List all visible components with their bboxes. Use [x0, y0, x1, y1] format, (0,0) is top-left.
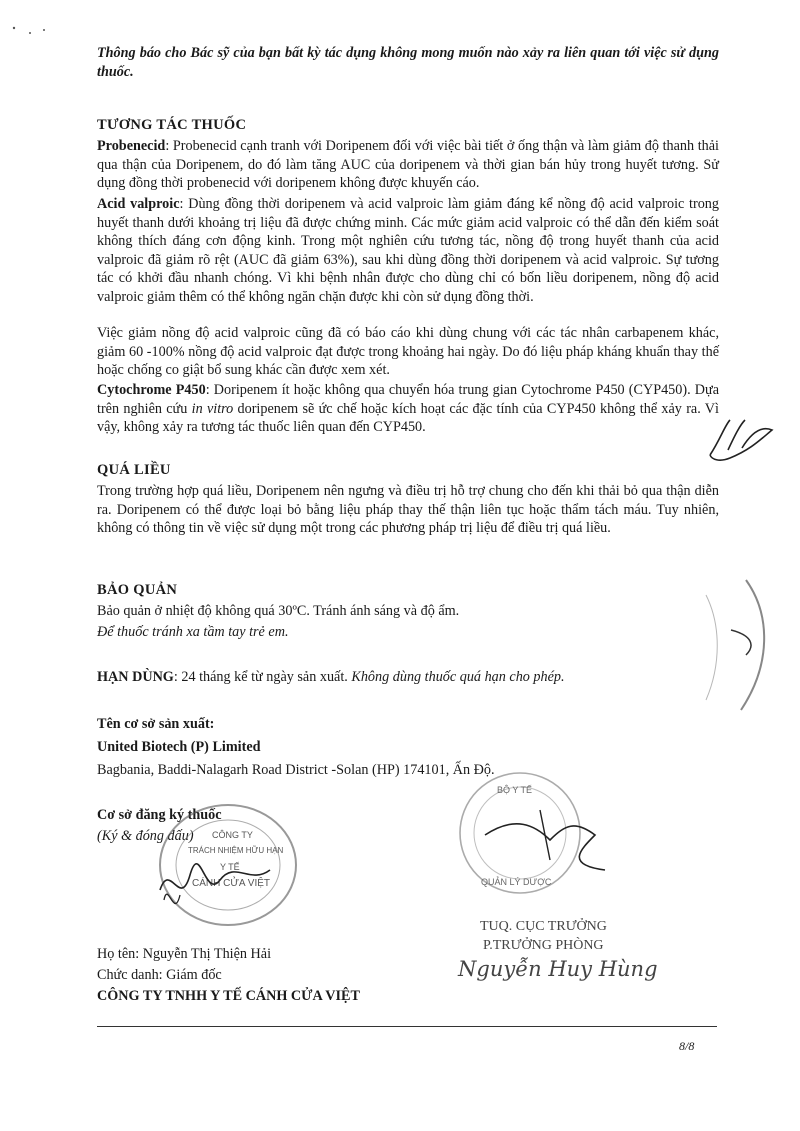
registrant-title-line: Chức danh: Giám đốc — [97, 967, 222, 983]
registrant-note: (Ký & đóng dấu) — [97, 828, 194, 844]
authority-stamp-bottom: QUẢN LÝ DƯỢC — [481, 877, 552, 887]
authority-stamp-top: BỘ Y TẾ — [497, 785, 533, 795]
probenecid-label: Probenecid — [97, 138, 166, 154]
expiry-line — [97, 668, 719, 687]
expiry-italic: Không dùng thuốc quá hạn cho phép. — [351, 669, 565, 685]
adverse-effect-notice — [97, 44, 719, 81]
storage-line2: Để thuốc tránh xa tầm tay trẻ em. — [97, 624, 289, 640]
valproic-paragraph — [97, 195, 719, 307]
interactions-heading: TƯƠNG TÁC THUỐC — [97, 117, 247, 133]
company-stamp — [150, 800, 300, 930]
stamp-line3: Y TẾ — [220, 862, 240, 872]
authority-name: Nguyễn Huy Hùng — [458, 957, 658, 981]
manufacturer-label: Tên cơ sở sản xuất: — [97, 716, 215, 732]
valproic-text: : Dùng đồng thời doripenem và acid valproic làm giảm đáng kể nồng độ acid valproic trong huyết thanh dưới khoảng trị liệu đã được chứng minh. Các mức giảm acid valproic có thể dẫn đến kiểm soát không thích đáng cơn động kinh. Trong một nghiên cứu tương tác, nồng độ trong huyết thanh của acid valproic đã giảm rõ rệt (AUC đã giảm 63%), sau khi dùng đồng thời doripenem và acid valproic. Sự tương tác có khởi đầu nhanh chóng. Vì khi bệnh nhân được cho dùng chỉ có bốn liều doripenem, nồng độ acid valproic giảm thêm có thể không ngăn chặn được khi còn sử dụng đồng thời. — [97, 196, 719, 305]
registrant-company: CÔNG TY TNHH Y TẾ CÁNH CỬA VIỆT — [97, 988, 360, 1004]
stamp-line1: CÔNG TY — [212, 830, 253, 840]
stamp-line4: CÁNH CỬA VIỆT — [192, 878, 270, 889]
carbapenem-text: Việc giảm nồng độ acid valproic cũng đã có báo cáo khi dùng chung với các tác nhân carbapenem khác, giảm 60 -100% nồng độ acid valproic đạt được trong khoảng hai ngày. Do đó liệu pháp kháng khuẩn thay thế hoặc chống co giật bổ sung khác cần được xem xét. — [97, 325, 719, 379]
cyp450-paragraph — [97, 381, 719, 437]
cyp450-text-italic: in vitro — [191, 400, 234, 417]
authority-line2: P.TRƯỞNG PHÒNG — [483, 938, 604, 953]
page-number: 8/8 — [679, 1039, 695, 1053]
authority-signature-stroke — [540, 810, 550, 860]
expiry-label: HẠN DÙNG — [97, 669, 174, 685]
initials-mark — [700, 410, 780, 470]
storage-line1: Bảo quản ở nhiệt độ không quá 30ºC. Tránh ánh sáng và độ ẩm. — [97, 603, 460, 619]
authority-stamp — [455, 765, 635, 915]
probenecid-text: : Probenecid cạnh tranh với Doripenem đối với việc bài tiết ở ống thận và làm giảm độ thanh thải qua thận của Doripenem, do đó làm tăng AUC của doripenem và thời gian bán hủy trong huyết tương. Sử dụng đồng thời probenecid với doripenem không được khuyến cáo. — [97, 138, 719, 192]
scan-dots — [0, 0, 60, 50]
footer-rule — [97, 1026, 717, 1027]
edge-stamp — [676, 575, 776, 715]
carbapenem-paragraph — [97, 324, 719, 380]
expiry-text: : 24 tháng kể từ ngày sản xuất. — [173, 669, 352, 685]
stamp-line2: TRÁCH NHIỆM HỮU HẠN — [188, 846, 284, 855]
registrant-label: Cơ sở đăng ký thuốc — [97, 807, 222, 823]
overdose-paragraph — [97, 482, 719, 538]
cyp450-label: Cytochrome P450 — [97, 382, 206, 398]
valproic-label: Acid valproic — [97, 196, 180, 212]
registrant-name-line: Họ tên: Nguyễn Thị Thiện Hải — [97, 946, 272, 962]
overdose-text: Trong trường hợp quá liều, Doripenem nên ngưng và điều trị hỗ trợ chung cho đến khi thải bỏ qua thận diễn ra. Doripenem có thể được loại bỏ bằng liệu pháp thay thế thận liên tục hoặc thẩm tách máu. Tuy nhiên, không có thông tin về việc sử dụng một trong các phương pháp trị liệu để điều trị quá liều. — [97, 483, 719, 537]
cyp450-text-a: : Doripenem ít hoặc không qua chuyển hóa trung gian Cytochrome P450 (CYP450). Dựa trên nghiên cứu — [97, 382, 719, 417]
authority-signature — [485, 824, 605, 870]
probenecid-paragraph — [97, 137, 719, 193]
manufacturer-address: Bagbania, Baddi-Nalagarh Road District -Solan (HP) 174101, Ấn Độ. — [97, 762, 495, 778]
authority-line1: TUQ. CỤC TRƯỞNG — [480, 919, 607, 934]
intro-text: Thông báo cho Bác sỹ của bạn bất kỳ tác dụng không mong muốn nào xảy ra liên quan tới việc sử dụng thuốc. — [97, 45, 719, 80]
overdose-heading: QUÁ LIỀU — [97, 462, 171, 478]
cyp450-text-b: doripenem sẽ ức chế hoặc kích hoạt các đặc tính của CYP450 không thể xảy ra. Vì vậy, không xảy ra tương tác thuốc liên quan đến CYP450. — [97, 400, 719, 436]
storage-heading: BẢO QUẢN — [97, 582, 178, 598]
manufacturer-name: United Biotech (P) Limited — [97, 739, 261, 755]
